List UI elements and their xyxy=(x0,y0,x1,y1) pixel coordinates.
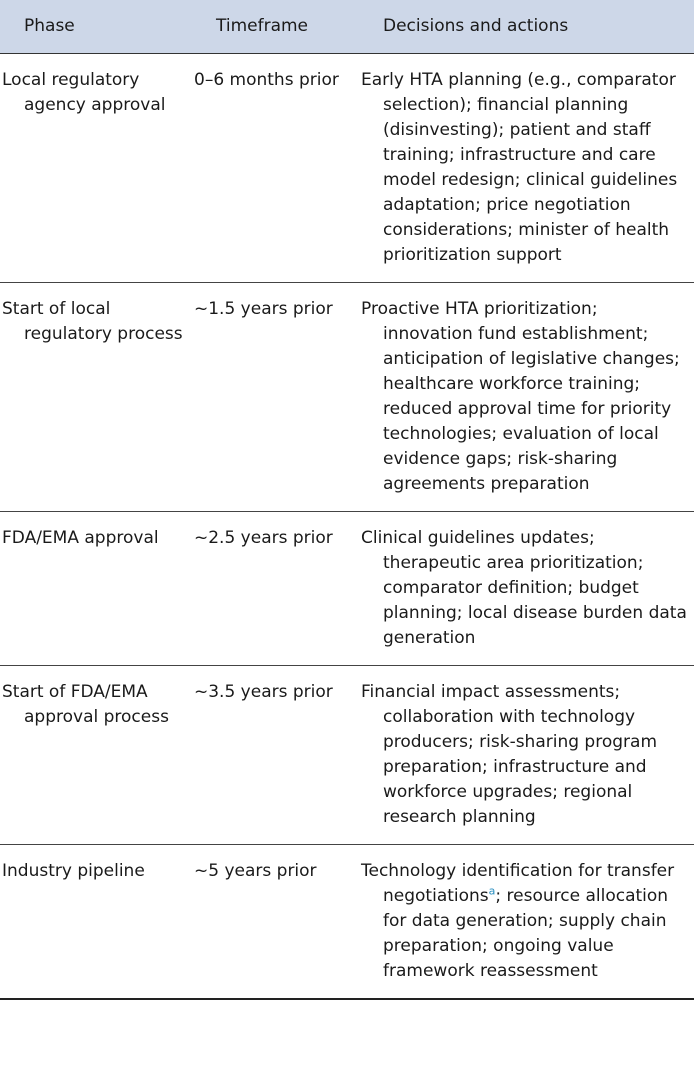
timeframe-cell xyxy=(196,512,363,666)
table-row xyxy=(0,283,694,512)
phase-cell xyxy=(0,283,196,512)
decisions-cell xyxy=(363,54,694,283)
timeframe-text: ~5 years prior xyxy=(194,861,317,881)
timeframe-cell xyxy=(196,54,363,283)
table-row xyxy=(0,845,694,1000)
header-decisions: Decisions and actions xyxy=(363,0,694,54)
decisions-cell xyxy=(363,845,694,1000)
header-timeframe: Timeframe xyxy=(196,0,363,54)
decisions-text-part: Technology identification for transfer negotiations xyxy=(361,861,675,906)
decisions-text: Proactive HTA prioritization; innovation fund establishment; anticipation of legislative changes; healthcare workforce training; reduced approval time for priority technologies; evaluation of local evidence gaps; risk-sharing agreements preparation xyxy=(361,299,680,494)
phase-text: Start of local regulatory process xyxy=(2,299,183,344)
decisions-cell xyxy=(363,512,694,666)
decisions-cell xyxy=(363,666,694,845)
table-row xyxy=(0,54,694,283)
decisions-text: Clinical guidelines updates; therapeutic area prioritization; comparator definition; budget planning; local disease burden data generation xyxy=(361,528,687,648)
table-body xyxy=(0,54,694,1000)
timeframe-text: 0–6 months prior xyxy=(194,70,339,90)
header-row xyxy=(0,0,694,54)
table-row xyxy=(0,666,694,845)
header-phase: Phase xyxy=(0,0,196,54)
table-row xyxy=(0,512,694,666)
phase-cell xyxy=(0,845,196,1000)
phase-text: Start of FDA/EMA approval process xyxy=(2,682,169,727)
decisions-text: Early HTA planning (e.g., comparator selection); financial planning (disinvesting); patient and staff training; infrastructure and care model redesign; clinical guidelines adaptation; price negotiation considerations; minister of health prioritization support xyxy=(361,70,678,265)
phase-cell xyxy=(0,54,196,283)
timeframe-text: ~1.5 years prior xyxy=(194,299,333,319)
phase-text: Local regulatory agency approval xyxy=(2,70,166,115)
timeframe-cell xyxy=(196,666,363,845)
timeframe-cell xyxy=(196,283,363,512)
timeframe-text: ~3.5 years prior xyxy=(194,682,333,702)
timeframe-text: ~2.5 years prior xyxy=(194,528,333,548)
decisions-text: Financial impact assessments; collaboration with technology producers; risk-sharing program preparation; infrastructure and workforce upgrades; regional research planning xyxy=(361,682,658,827)
phase-cell xyxy=(0,512,196,666)
decisions-text-part: ; resource allocation for data generation; supply chain preparation; ongoing value framework reassessment xyxy=(383,886,669,981)
table-header xyxy=(0,0,694,54)
phase-text: FDA/EMA approval xyxy=(2,528,159,548)
phase-text: Industry pipeline xyxy=(2,861,145,881)
phase-cell xyxy=(0,666,196,845)
decisions-text xyxy=(363,845,694,998)
footnote-marker[interactable]: a xyxy=(488,884,496,898)
decisions-cell xyxy=(363,283,694,512)
timeframe-cell xyxy=(196,845,363,1000)
